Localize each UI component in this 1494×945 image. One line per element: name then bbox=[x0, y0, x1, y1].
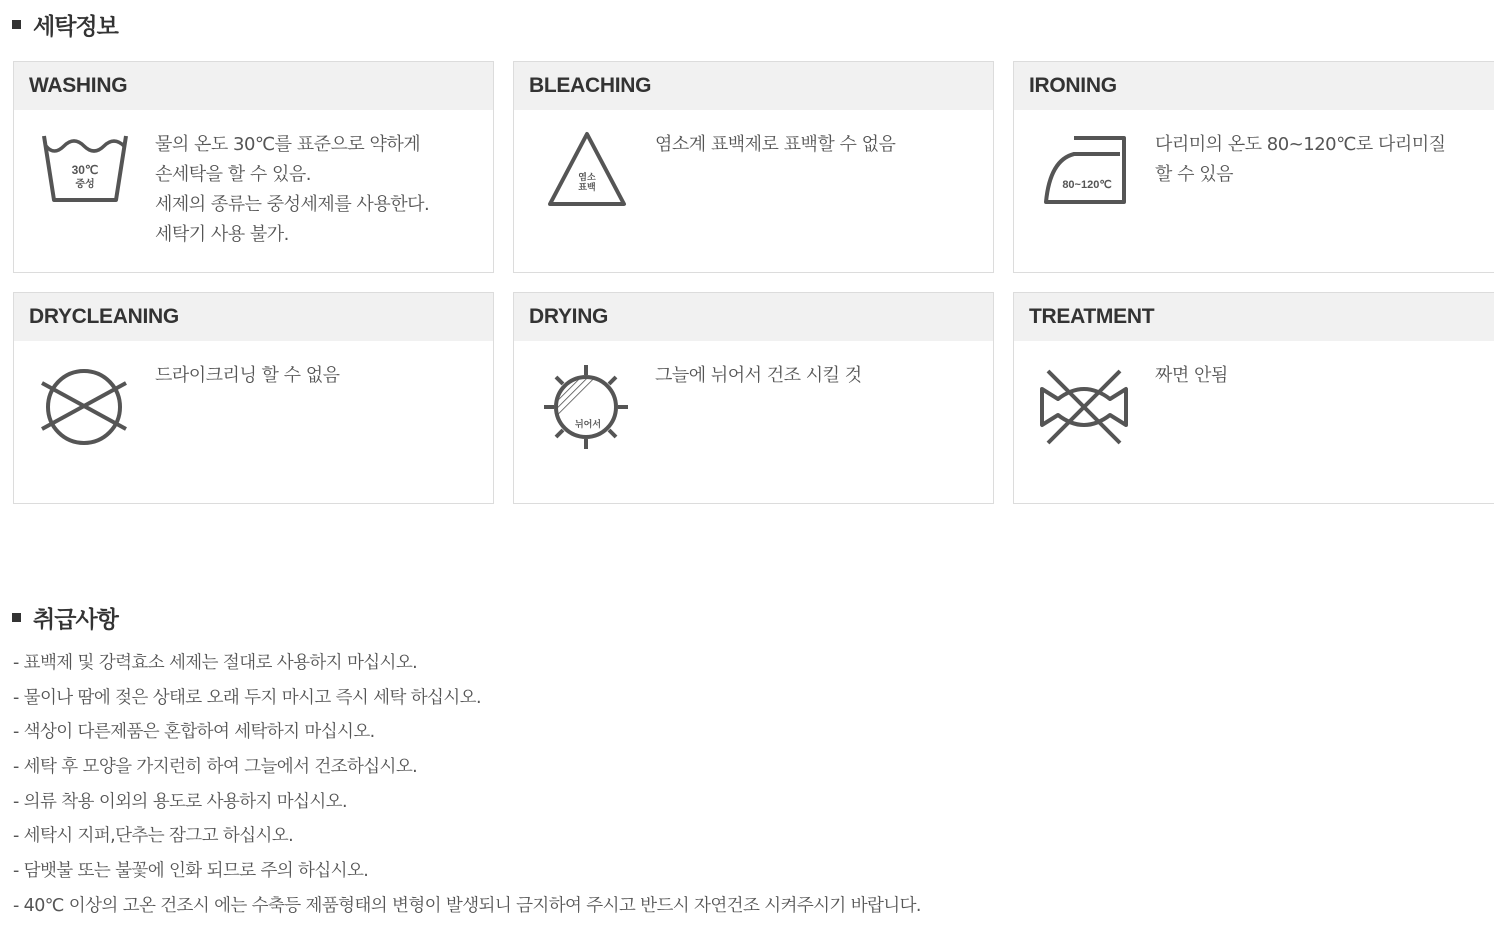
wash-info-heading bbox=[12, 8, 118, 41]
square-bullet-icon bbox=[12, 613, 21, 622]
care-card-drying bbox=[513, 292, 994, 504]
card-header bbox=[514, 293, 993, 341]
card-title: TREATMENT bbox=[1029, 305, 1155, 328]
card-description: 그늘에 뉘어서 건조 시킬 것 bbox=[655, 365, 862, 386]
no-chlorine-bleach-icon bbox=[544, 130, 636, 222]
list-item: - 의류 착용 이외의 용도로 사용하지 마십시오. bbox=[13, 791, 347, 812]
wash-detergent-label: 중성 bbox=[75, 179, 95, 190]
card-header bbox=[514, 62, 993, 110]
care-heading bbox=[12, 601, 118, 634]
list-item: - 색상이 다른제품은 혼합하여 세탁하지 마십시오. bbox=[13, 722, 375, 743]
card-header bbox=[14, 293, 493, 341]
care-card-washing bbox=[13, 61, 494, 273]
care-card-treatment bbox=[1013, 292, 1494, 504]
shade-dry-flat-icon bbox=[540, 361, 632, 453]
list-item: - 담뱃불 또는 불꽃에 인화 되므로 주의 하십시오. bbox=[13, 861, 369, 882]
card-title: WASHING bbox=[29, 74, 128, 97]
card-title: DRYCLEANING bbox=[29, 305, 179, 328]
bleach-label-1: 염소 bbox=[578, 172, 596, 182]
card-description: 짜면 안됨 bbox=[1155, 365, 1228, 386]
card-description: 물의 온도 30℃를 표준으로 약하게 손세탁을 할 수 있음. 세제의 종류는 중성세제를 사용한다. 세탁기 사용 불가. bbox=[155, 134, 430, 245]
no-wring-icon bbox=[1038, 361, 1130, 453]
list-item: - 세탁 후 모양을 가지런히 하여 그늘에서 건조하십시오. bbox=[13, 757, 418, 778]
wash-info-title: 세탁정보 bbox=[33, 14, 118, 40]
card-description: 드라이크리닝 할 수 없음 bbox=[155, 365, 340, 386]
care-instructions-list bbox=[13, 648, 921, 926]
card-title: BLEACHING bbox=[529, 74, 652, 97]
dry-flat-label: 뉘어서 bbox=[574, 419, 602, 429]
wash-temp-label: 30℃ bbox=[71, 163, 99, 177]
iron-icon bbox=[1042, 130, 1134, 222]
care-card-drycleaning bbox=[13, 292, 494, 504]
care-title: 취급사항 bbox=[33, 607, 118, 633]
hand-wash-icon bbox=[40, 130, 132, 222]
iron-temp-label: 80~120℃ bbox=[1062, 179, 1112, 191]
card-header bbox=[1014, 293, 1494, 341]
card-title: IRONING bbox=[1029, 74, 1117, 97]
list-item: - 세탁시 지퍼,단추는 잠그고 하십시오. bbox=[13, 826, 294, 847]
list-item: - 40℃ 이상의 고온 건조시 에는 수축등 제품형태의 변형이 발생되니 금지하여 주시고 반드시 자연건조 시켜주시기 바랍니다. bbox=[13, 895, 921, 916]
no-dryclean-icon bbox=[38, 361, 130, 453]
care-card-ironing bbox=[1013, 61, 1494, 273]
list-item: - 물이나 땀에 젖은 상태로 오래 두지 마시고 즉시 세탁 하십시오. bbox=[13, 687, 481, 708]
card-header bbox=[14, 62, 493, 110]
card-title: DRYING bbox=[529, 305, 609, 328]
bleach-label-2: 표백 bbox=[578, 182, 596, 192]
card-header bbox=[1014, 62, 1494, 110]
list-item: - 표백제 및 강력효소 세제는 절대로 사용하지 마십시오. bbox=[13, 653, 418, 673]
square-bullet-icon bbox=[12, 20, 21, 29]
care-card-bleaching bbox=[513, 61, 994, 273]
card-description: 다리미의 온도 80~120℃로 다리미질 할 수 있음 bbox=[1155, 134, 1446, 185]
card-description: 염소계 표백제로 표백할 수 없음 bbox=[655, 134, 896, 155]
